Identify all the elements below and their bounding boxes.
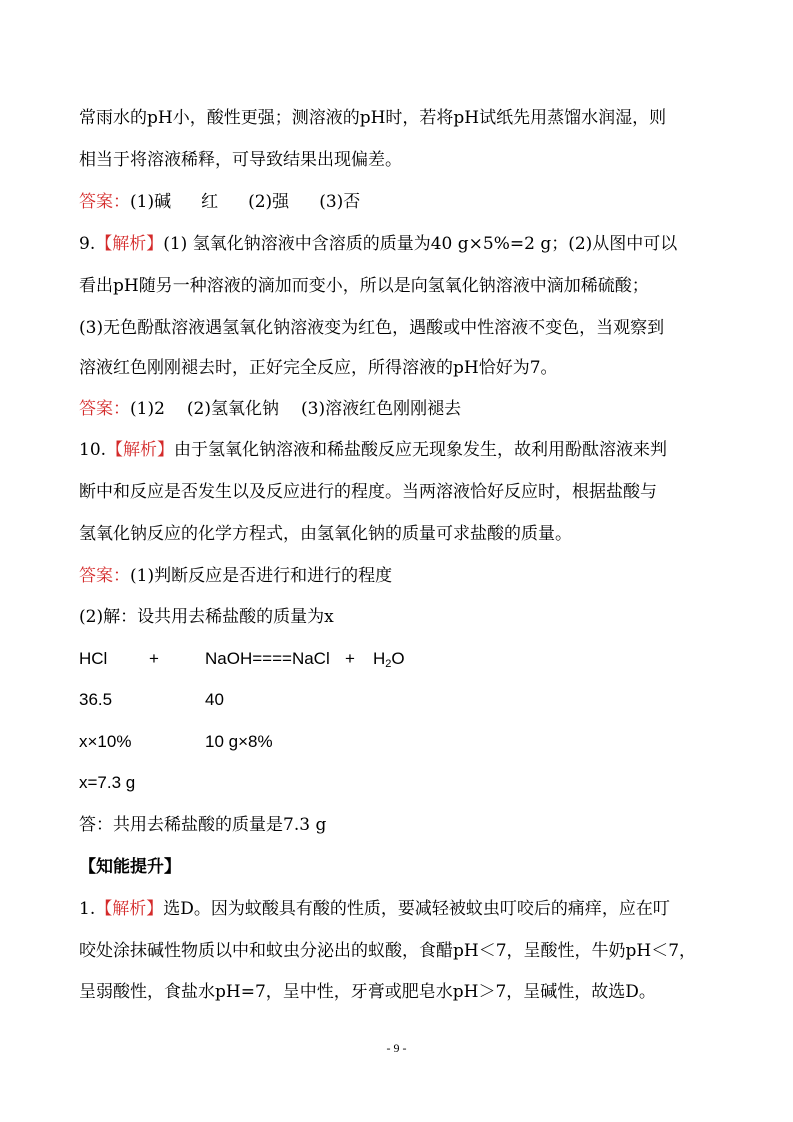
page-number: - 9 - (386, 1041, 407, 1055)
question-number: 10. (79, 440, 107, 460)
equation-term: HCl (79, 649, 108, 668)
text-line-2: 相当于将溶液稀释，可导致结果出现偏差。 (79, 150, 402, 170)
analysis-text: 由于氢氧化钠溶液和稀盐酸反应无现象发生，故利用酚酞溶液来判 (174, 440, 668, 460)
equation-operator: + (149, 649, 159, 668)
answer-part: (3)溶液红色刚刚褪去 (301, 399, 462, 419)
text-line-22: 呈弱酸性，食盐水pH=7，呈中性，牙膏或肥皂水pH＞7，呈碱性，故选D。 (79, 982, 656, 1002)
analysis-10-line-1 (79, 438, 667, 462)
answer-part: (2)强 (248, 192, 290, 212)
answer-label: 答案： (79, 192, 130, 212)
answer-part: (1)判断反应是否进行和进行的程度 (130, 566, 393, 586)
analysis-tag: 【解析】 (95, 234, 164, 254)
answer-line-2 (79, 397, 461, 421)
text-line-11: 氢氧化钠反应的化学方程式，由氢氧化钠的质量可求盐酸的质量。 (79, 524, 572, 544)
analysis-tag: 【解析】 (95, 899, 164, 919)
text-line-1: 常雨水的pH小，酸性更强；测溶液的pH时，若将pH试纸先用蒸馏水润湿，则 (79, 108, 667, 128)
equation-operator: + (345, 649, 355, 668)
text-line-10: 断中和反应是否发生以及反应进行的程度。当两溶液恰好反应时，根据盐酸与 (79, 482, 657, 502)
analysis-text: (1) 氢氧化钠溶液中含溶质的质量为40 g×5%=2 g；(2)从图中可以 (163, 234, 678, 254)
equation-value: 40 (205, 690, 224, 709)
analysis-text: 选D。因为蚊酸具有酸的性质，要减轻被蚊虫叮咬后的痛痒，应在叮 (163, 899, 670, 919)
equation-value: 10 g×8% (205, 732, 273, 751)
final-answer: 答：共用去稀盐酸的质量是7.3 g (79, 815, 327, 835)
section-heading: 【知能提升】 (79, 857, 181, 877)
text-line-6: (3)无色酚酞溶液遇氢氧化钠溶液变为红色，遇酸或中性溶液不变色，当观察到 (79, 318, 665, 338)
answer-part: 红 (201, 192, 219, 212)
equation-term: H2O (373, 649, 405, 670)
text-line-21: 咬处涂抹碱性物质以中和蚊虫分泌出的蚁酸，食醋pH＜7，呈酸性，牛奶pH＜7， (79, 941, 697, 961)
question-number: 1. (79, 899, 96, 919)
equation-value: x×10% (79, 732, 132, 751)
analysis-tag: 【解析】 (106, 440, 175, 460)
answer-part: (2)氢氧化钠 (186, 399, 279, 419)
answer-part: (1)碱 (130, 192, 172, 212)
text-line-13: (2)解：设共用去稀盐酸的质量为x (79, 607, 334, 627)
text-line-7: 溶液红色刚刚褪去时，正好完全反应，所得溶液的pH恰好为7。 (79, 358, 558, 378)
equation-quantities (79, 730, 273, 754)
answer-part: (1)2 (130, 399, 165, 419)
equation-value: 36.5 (79, 690, 113, 709)
answer-label: 答案： (79, 566, 130, 586)
chemical-equation (79, 647, 405, 671)
equation-term: NaOH====NaCl (205, 649, 330, 668)
text-line-5: 看出pH随另一种溶液的滴加而变小，所以是向氢氧化钠溶液中滴加稀硫酸； (79, 276, 649, 296)
equation-result: x=7.3 g (79, 773, 136, 792)
answer-label: 答案： (79, 399, 130, 419)
answer-line-1 (79, 190, 360, 214)
answer-line-3 (79, 564, 392, 588)
analysis-9-line-1 (79, 232, 677, 256)
equation-masses (79, 688, 224, 712)
analysis-1-line-1 (79, 897, 670, 921)
answer-part: (3)否 (319, 192, 361, 212)
question-number: 9. (79, 234, 96, 254)
